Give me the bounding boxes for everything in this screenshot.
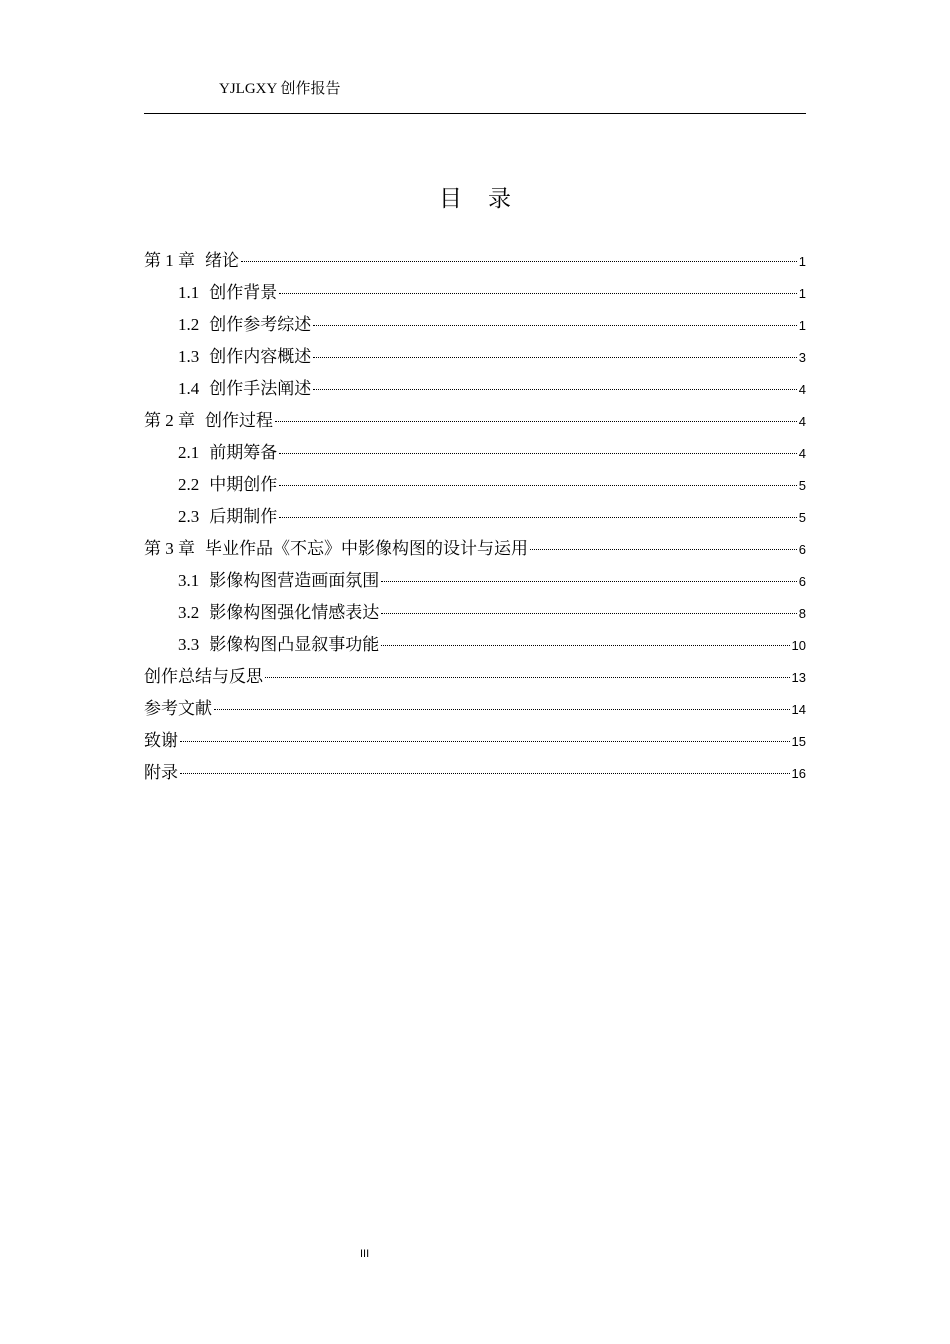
toc-entry-label — [178, 469, 277, 501]
toc-entry-label — [178, 437, 277, 469]
toc-entry-number: 2.1 — [178, 443, 200, 462]
toc-entry-label — [178, 597, 379, 629]
toc-dot-leader — [214, 709, 790, 710]
toc-entry-number: 第 3 章 — [144, 539, 195, 558]
toc-dot-leader — [313, 357, 797, 358]
footer-page-number: III — [360, 1248, 370, 1260]
toc-entry-2-3[interactable] — [144, 501, 806, 533]
toc-entry-text: 绪论 — [205, 251, 239, 271]
toc-entry-label — [144, 725, 178, 757]
toc-entry-text: 毕业作品《不忘》中影像构图的设计与运用 — [205, 539, 528, 559]
toc-entry-label — [178, 277, 277, 309]
toc-entry-page: 5 — [798, 478, 806, 493]
toc-entry-number: 2.2 — [178, 475, 200, 494]
toc-entry-page: 3 — [798, 350, 806, 365]
toc-entry-label — [144, 661, 263, 693]
toc-dot-leader — [265, 677, 790, 678]
toc-dot-leader — [530, 549, 797, 550]
toc-dot-leader — [279, 293, 797, 294]
toc-entry-label — [144, 405, 273, 437]
running-header: YJLGXY 创作报告 — [219, 81, 341, 97]
header-divider — [144, 113, 806, 114]
toc-entry-appendix[interactable] — [144, 757, 806, 789]
toc-entry-chapter-1[interactable] — [144, 245, 806, 277]
toc-entry-page: 4 — [798, 382, 806, 397]
toc-entry-page: 1 — [798, 286, 806, 301]
toc-dot-leader — [180, 773, 790, 774]
toc-entry-text: 创作总结与反思 — [144, 667, 263, 687]
toc-entry-label — [178, 501, 277, 533]
toc-entry-text: 影像构图凸显叙事功能 — [209, 635, 380, 655]
toc-entry-3-2[interactable] — [144, 597, 806, 629]
toc-entry-text: 参考文献 — [144, 699, 212, 719]
toc-entry-number: 1.2 — [178, 315, 200, 334]
toc-title: 目录 — [439, 186, 537, 212]
toc-entry-page: 1 — [798, 254, 806, 269]
toc-entry-acknowledgements[interactable] — [144, 725, 806, 757]
toc-entry-page: 10 — [791, 638, 806, 653]
toc-dot-leader — [279, 485, 797, 486]
toc-entry-label — [178, 373, 311, 405]
toc-dot-leader — [381, 613, 797, 614]
toc-entry-number: 1.3 — [178, 347, 200, 366]
toc-entry-number: 3.3 — [178, 635, 200, 654]
toc-entry-1-1[interactable] — [144, 277, 806, 309]
toc-entry-2-1[interactable] — [144, 437, 806, 469]
toc-entry-chapter-2[interactable] — [144, 405, 806, 437]
toc-entry-2-2[interactable] — [144, 469, 806, 501]
toc-entry-1-2[interactable] — [144, 309, 806, 341]
toc-entry-number: 3.1 — [178, 571, 200, 590]
table-of-contents — [144, 245, 806, 789]
toc-dot-leader — [313, 389, 797, 390]
toc-entry-page: 1 — [798, 318, 806, 333]
toc-entry-page: 13 — [791, 670, 806, 685]
toc-entry-text: 后期制作 — [209, 507, 278, 527]
toc-entry-text: 影像构图营造画面氛围 — [209, 571, 380, 591]
toc-dot-leader — [241, 261, 797, 262]
toc-entry-number: 1.4 — [178, 379, 200, 398]
toc-entry-label — [178, 309, 311, 341]
toc-entry-3-1[interactable] — [144, 565, 806, 597]
toc-entry-page: 4 — [798, 446, 806, 461]
toc-entry-text: 创作背景 — [209, 283, 278, 303]
toc-entry-label — [144, 245, 239, 277]
toc-entry-label — [178, 565, 379, 597]
toc-entry-1-4[interactable] — [144, 373, 806, 405]
toc-entry-text: 影像构图强化情感表达 — [209, 603, 380, 623]
toc-entry-text: 中期创作 — [209, 475, 278, 495]
toc-entry-page: 14 — [791, 702, 806, 717]
toc-entry-number: 3.2 — [178, 603, 200, 622]
toc-entry-page: 15 — [791, 734, 806, 749]
toc-entry-page: 5 — [798, 510, 806, 525]
toc-entry-label — [178, 341, 311, 373]
toc-entry-chapter-3[interactable] — [144, 533, 806, 565]
toc-entry-label — [144, 757, 178, 789]
toc-entry-number: 第 2 章 — [144, 411, 195, 430]
toc-entry-page: 4 — [798, 414, 806, 429]
toc-dot-leader — [381, 581, 797, 582]
toc-entry-number: 2.3 — [178, 507, 200, 526]
toc-dot-leader — [279, 453, 797, 454]
toc-entry-references[interactable] — [144, 693, 806, 725]
toc-entry-label — [144, 693, 212, 725]
toc-entry-text: 致谢 — [144, 731, 178, 751]
toc-entry-page: 6 — [798, 542, 806, 557]
toc-entry-text: 创作过程 — [205, 411, 273, 431]
toc-dot-leader — [381, 645, 789, 646]
toc-entry-text: 创作手法阐述 — [209, 379, 312, 399]
toc-entry-text: 创作内容概述 — [209, 347, 312, 367]
toc-entry-3-3[interactable] — [144, 629, 806, 661]
toc-entry-page: 8 — [798, 606, 806, 621]
toc-entry-text: 创作参考综述 — [209, 315, 312, 335]
toc-entry-summary[interactable] — [144, 661, 806, 693]
toc-entry-1-3[interactable] — [144, 341, 806, 373]
toc-entry-label — [144, 533, 528, 565]
toc-entry-page: 16 — [791, 766, 806, 781]
toc-entry-text: 前期筹备 — [209, 443, 278, 463]
toc-dot-leader — [180, 741, 790, 742]
toc-dot-leader — [275, 421, 797, 422]
toc-dot-leader — [279, 517, 797, 518]
toc-dot-leader — [313, 325, 797, 326]
toc-entry-text: 附录 — [144, 763, 178, 783]
toc-entry-number: 1.1 — [178, 283, 200, 302]
toc-entry-number: 第 1 章 — [144, 251, 195, 270]
toc-entry-page: 6 — [798, 574, 806, 589]
toc-entry-label — [178, 629, 379, 661]
